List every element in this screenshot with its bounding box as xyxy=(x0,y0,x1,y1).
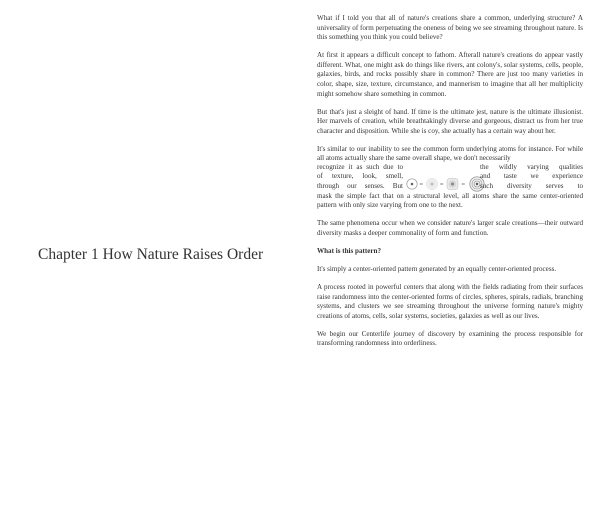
atoms-illustration xyxy=(406,176,488,192)
atom-icon xyxy=(447,178,458,189)
wrap-text-right xyxy=(480,163,583,192)
equals-sign: = xyxy=(461,182,466,189)
paragraph xyxy=(317,145,583,164)
paragraph: We begin our Centerlife journey of discovery by examining the process responsible for transforming randomness into orderliness. xyxy=(317,329,583,348)
paragraph: A process rooted in powerful centers that along with the fields radiating from their surfaces raise randomness into the center-oriented forms of circles, spheres, spirals, radials, branching systems, and clusters we see streaming throughout the universe forming nature's mighty creations of atoms, cells, solar systems, societies, galaxies as well as our lives. xyxy=(317,283,583,320)
text-line: such diversity serves to xyxy=(480,182,583,191)
wrap-text-left xyxy=(317,163,403,192)
text-line: and taste we experience xyxy=(480,172,583,181)
text-line: through our senses. But xyxy=(317,182,403,191)
paragraph-lead: It's similar to our inability to see the common form underlying atoms for instance. For while all atoms actually share the same overall shape, we don't necessarily xyxy=(317,144,583,163)
paragraph: What if I told you that all of nature's creations share a common, underlying structure? A universality of form perpetuating the oneness of being we see streaming throughout nature. Is this something you think you could believe? xyxy=(317,14,583,42)
equals-sign: = xyxy=(440,182,444,189)
paragraph: The same phenomena occur when we consider nature's larger scale creations—their outward diversity masks a deeper commonality of form and function. xyxy=(317,219,583,238)
paragraph: It's simply a center-oriented pattern generated by an equally center-oriented process. xyxy=(317,265,557,274)
paragraph: At first it appears a difficult concept to fathom. Afterall nature's creations do appear vastly different. What, one might ask do things like rivers, ant colony's, solar systems, cells, people, galaxies, birds, and rocks possibly share in common? There are just too many varieties in color, shape, size, texture, circumstance, and mannerism to imagine that all her multiplicity might somehow share something in common. xyxy=(317,51,583,98)
section-heading: What is this pattern? xyxy=(317,247,382,256)
atom-icon xyxy=(407,179,417,189)
atom-icon xyxy=(427,178,438,189)
chapter-title: Chapter 1 How Nature Raises Order xyxy=(38,246,264,263)
atoms-figure-row xyxy=(317,163,583,201)
paragraph: mask the simple fact that on a structural level, all atoms share the same center-oriented pattern with only size varying from one to the next. xyxy=(317,191,583,210)
equals-sign: = xyxy=(419,182,424,189)
text-line: recognize it as such due to xyxy=(317,162,403,171)
text-line: the wildly varying qualities xyxy=(480,162,583,171)
text-line: of texture, look, smell, xyxy=(317,172,403,181)
paragraph: But that's just a sleight of hand. If time is the ultimate jest, nature is the ultimate illusionist. Her marvels of creation, while breathtakingly diverse and gorgeous, distract us from her true character and disposition. While she is coy, she actually has a certain way about her. xyxy=(317,107,583,135)
right-page xyxy=(317,14,583,357)
